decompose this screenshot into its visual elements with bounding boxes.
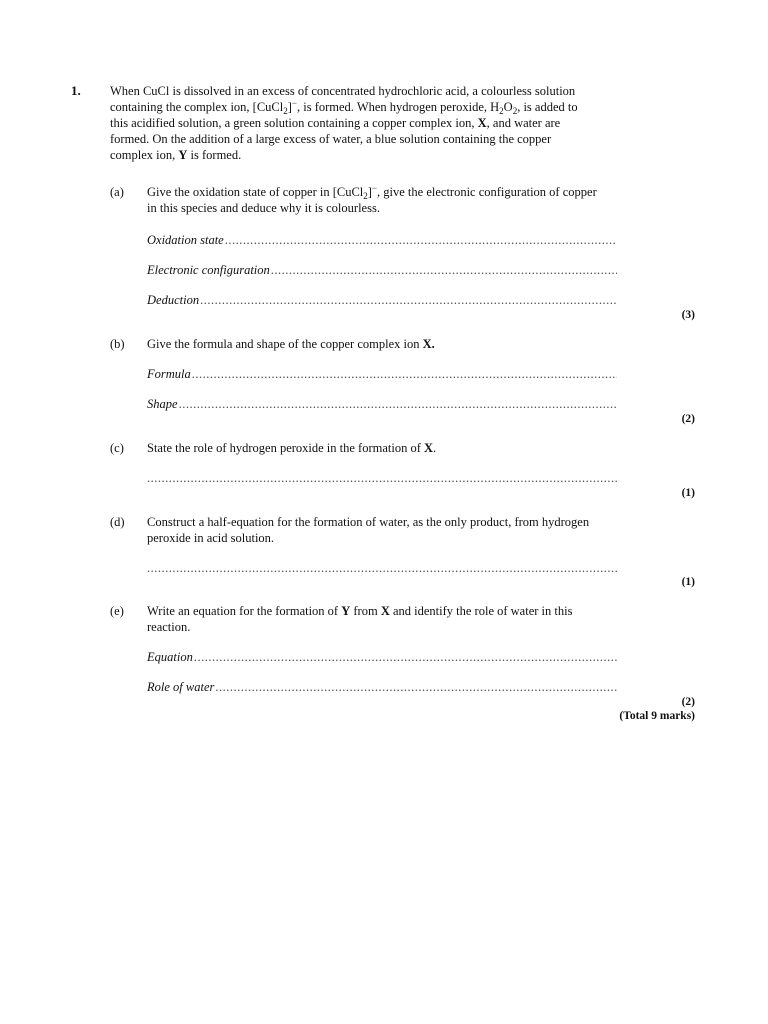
dotted-line — [194, 649, 617, 665]
answer-label: Formula — [147, 367, 191, 381]
dotted-line — [179, 396, 617, 412]
part-b-marks: (2) — [681, 413, 695, 425]
answer-label: Oxidation state — [147, 233, 224, 247]
part-a-marks: (3) — [681, 309, 695, 321]
answer-line-formula[interactable] — [147, 366, 617, 382]
answer-line-electronic-configuration[interactable] — [147, 262, 617, 278]
answer-label: Electronic configuration — [147, 263, 270, 277]
intro-line-3: this acidified solution, a green solution containing a copper complex ion, X, and water are — [110, 116, 561, 130]
part-b-text: Give the formula and shape of the copper complex ion X. — [147, 337, 435, 351]
intro-line-5: complex ion, Y is formed. — [110, 148, 242, 162]
intro-line-1: When CuCl is dissolved in an excess of concentrated hydrochloric acid, a colourless solution — [110, 84, 576, 98]
part-d-text: Construct a half-equation for the formation of water, as the only product, from hydrogen peroxide in acid solution. — [147, 515, 590, 545]
part-d-marks: (1) — [681, 576, 695, 588]
answer-line-d[interactable] — [147, 560, 617, 576]
part-a-label: (a) — [110, 185, 124, 199]
intro-line-4: formed. On the addition of a large excess of water, a blue solution containing the copper — [110, 132, 552, 146]
answer-line-role-of-water[interactable] — [147, 679, 617, 695]
answer-label: Role of water — [147, 680, 215, 694]
dotted-line — [271, 262, 617, 278]
dotted-line — [215, 679, 617, 695]
answer-line-oxidation-state[interactable] — [147, 232, 617, 248]
answer-label: Equation — [147, 650, 193, 664]
dotted-line — [225, 232, 617, 248]
intro-line-2: containing the complex ion, [CuCl$_2$]−, is formed. When hydrogen peroxide, $H_2O_2$, is added to — [110, 98, 578, 116]
part-c-text: State the role of hydrogen peroxide in the formation of X. — [147, 441, 437, 455]
question-intro — [110, 83, 670, 163]
total-marks: (Total 9 marks) — [619, 710, 695, 722]
answer-label: Shape — [147, 397, 178, 411]
answer-label: Deduction — [147, 293, 200, 307]
part-b-label: (b) — [110, 337, 125, 351]
part-e-text: Write an equation for the formation of Y from X and identify the role of water in this reaction. — [147, 604, 573, 634]
dotted-line — [192, 366, 617, 382]
part-c-marks: (1) — [681, 487, 695, 499]
part-c-label: (c) — [110, 441, 124, 455]
answer-line-c[interactable] — [147, 470, 617, 486]
answer-line-deduction[interactable] — [147, 292, 617, 308]
dotted-line — [200, 292, 617, 308]
part-d-label: (d) — [110, 515, 125, 529]
part-e-label: (e) — [110, 604, 124, 618]
question-number: 1. — [71, 83, 81, 98]
answer-line-equation[interactable] — [147, 649, 617, 665]
part-e-marks: (2) — [681, 696, 695, 708]
part-a-text: Give the oxidation state of copper in [CuCl$_2$]−, give the electronic configuration of copper in this species and deduce why it is colourless. — [147, 183, 597, 215]
answer-line-shape[interactable] — [147, 396, 617, 412]
dotted-line — [147, 560, 617, 576]
dotted-line — [147, 470, 617, 486]
